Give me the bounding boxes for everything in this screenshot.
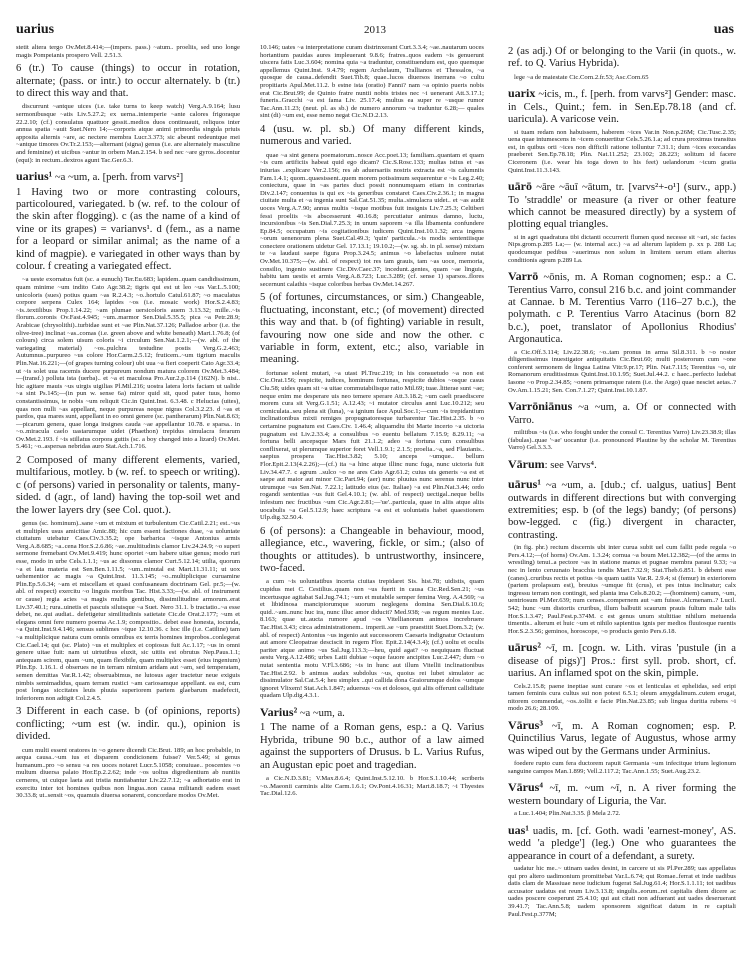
quotation-block: quae ~a sint genera poematorum..nosce Acc.poet.13; familiam..quantam et quam ~is cum artificiis habeat quid ego dicam? Cic.S.Rosc.133; multas istius et ~as iniurias ..explicare Ver.2.156; res ab aduersariis nostris extracta est ~is calumniis Fam.1.4.1; quom..quaesissent..quem morem potissimum sequerentur e ~is Leg.2.40; coniectura, quae in ~as partes duci possit nonnumquam etiam in contrarias Div.2.147; conuentus is qui ex ~is generibus constaret Caes.Civ.2.36.1; in magna ciuitate multa et ~a ingenia sunt Sal.Cat.51.35; multa..simulacra uidet.. et ~as audit uoces Verg.A.7.90; annus multis ~isque motibus fuit insignis Liv.7.25.3; Celtiberi fessi proeliis ~is abscesserunt 40.16.8; percutiatur animus damno, luctu, incursionibus ~is Sen.Dial.7.25.3; in unum saporem ~a illa libamenta confundere Ep.84.5; occupatum ~is cogitationibus iudicem Quint.Inst.10.1.32; arca ingens ~orum uenenorum plena Suet.Cal.49.3; 'quin' particula..~is modis sententiisque conectere orationem uidetur Gel. 17.13.1; 19.10.2;—(w. sg. sb. in pl. sense) mixtam te ~a laudaui saepe figura Prop.3.24.5; animus ~o labefactus uulnere nutat Ov.Met.10.375;—(w. abl. of respect) tot res tam grauis, tam ~as uoce, memoria, consilio, ingenio sustinere Cic.Div.Caec.37; incedunt..gentes, quam ~ae linguis, habitu tam uestis et armis Verg.A.8.723; Luc.3.289; (cf. sense 1) sparsos..flores secernunt calathis ~isque coloribus herbas Ov.Met.14.267. xyxy=(260,151,484,288)
entry-header xyxy=(508,180,736,232)
sense-definition: 6 (tr.) To cause (things) to occur in rotation, alternate; (pass. or intr.) to occur alternately. b (tr.) to direct this way and that. xyxy=(16,63,240,99)
quotation-block: Cels.2.15.8; paene ineptiae sunt curare ~os et lenticulas et ephelidas, sed eripi tamen feminis cura cultus sui non potest 6.5.1; oleum amygdalinum..cutem erugat, nitorem commendat, ~os..tollit e facie Plin.Nat.23.85; sub lingua duritia rubens ~i modo 26.6; 28.109. xyxy=(508,682,736,713)
quotation-block: militibus ~is (i.e. who fought under the consul C. Terentius Varro) Liv.23.38.9; illas (fabulas)..quae '~ae' uocantur (i.e. pronounced Plautine by the scholar M. Terentius Varro) Gel.3.3.3. xyxy=(508,429,736,452)
entry-grammar: ~a ~um, a. xyxy=(297,707,345,719)
sense-definition: 1 Having two or more contrasting colours, particoloured, variegated. b (w. ref. to the colour of the skin after flogging). c (as the name of a kind of vine or its grapes) = varianvs¹. d (fem., as a name for a leopard or similar animal; as the name of a kind of magpie). e variegated in other ways than by colour. f creating a variegated effect. xyxy=(16,186,240,272)
headword: Vārus³ xyxy=(508,717,543,732)
entry-definition: ~ī, m. [cogn. w. Lith. viras 'pustule (in a disease of pigs)'] Pros.: first syll. prob. short, cf. uarius. An inflamed spot on the skin, pimple. xyxy=(508,643,736,680)
headword: Vārum xyxy=(508,456,545,471)
column-right xyxy=(508,44,736,922)
quotation-block: discurrunt ~antque uices (i.e. take turns to keep watch) Verg.A.9.164; lusu sermonibusque ~atis Liv.5.27.2; ex uerna..intemperie ~ante calores frigoraque 22.2.10; (cf.) consulatus quattuor gessit..medios duos continuauit, reliquos inter annua spatia ~auit Suet.Nero 14;—corporis atque animi primordia singula priuis apposita alternis ~are, ac nectere membra Lucr.3.373; sic abeunt redeuntque mei ~antque timores Ov.Tr.2.153;—alternant (signa) genus (i.e. are alternately masculine and feminine) et uicibus ~antur in orbem Man.2.154. b sed nec ~are gyros..docentur (equi): in rectum..dextros agunt Tac.Ger.6.3. xyxy=(16,103,240,164)
entry-header xyxy=(16,170,240,184)
sense-definition: 5 (of fortunes, circumstances, or sim.) Changeable, fluctuating, inconstant, etc.; (of movement) directed this way and that. b (of fighting) variable in result, favouring now one side and now the other. c variable in form, extent, etc.; also, variable in meaning. xyxy=(260,292,484,366)
entry-definition: uadis, m. [cf. Goth. wadi 'earnest-money', AS. wedd 'a pledge'] (leg.) One who guarantees the appearance in court of a defendant, a surety. xyxy=(508,825,736,862)
headword: Varius² xyxy=(260,704,298,719)
quotation-block: cum multi essent oratores in ~o genere dicendi Cic.Brut. 189; an hoc probabile, in aequa causa..~um ius et disparem condicionem fuisse? Ver.5.49; si genus humanum..pro ~o sensu ~a res uoces notaret Lucr.5.1058; conuiuae.. poscentes ~o multum diuersa palato Hor.Ep.2.2.62; inde ~os uoltus digredientium ab nuntiis cerneres, ut cuique laeta aut tristia nuntiabantur Liv.22.7.12; ~a adhortatio erat in exercitu inter tot homines quibus non lingua..non causa militandi eadem esset 30.33.8; ut..sensit ~os, quamuis diuersa sonarent, concordare modos Ov.Met. xyxy=(16,746,240,800)
entry-definition: ~āre ~āuī ~ātum, tr. [varvs²+-o¹] (surv., app.) To 'straddle' or measure (a river or other feature which cannot be measured directly) by a system of plotting equal triangles. xyxy=(508,182,736,231)
quotation-block: si in agri quadratura tibi dictanti occurrerit flumen quod necesse sit ~ari, sic facies Nips.grom.p.285 La;— (w. internal acc.) ~a ad alterum lapidem p. xx p. 288 La; quodcumque pedibus ~auerimus non solum in limitem uerum etiam alterius conditionis agrum p.289 La. xyxy=(508,233,736,264)
left-guide-word: uarius xyxy=(16,22,55,37)
entry-definition: ~a ~um, a. [dub.; cf. ualgus, uatius] Bent outwards in different directions but with converging extremities; esp. b (of the legs) bandy; (of persons) bow-legged. c (fig.) divergent in character, contrasting. xyxy=(508,480,736,541)
entry-definition: ~icis, m., f. [perh. from varvs²] Gender: masc. in Cels., Quint.; fem. in Sen.Ep.78.18 (and cf. uaricula). A varicose vein. xyxy=(508,89,736,126)
quotation-block: ~a ueste exornatus fuit (sc. a eunuch) Ter.Eu.683; lapidem..quam candidissimum, quam minime ~um indito Cato Agr.38.2; tigris qui est ut leo ~us Var.L.5.100; unicoloris (sues) potius quam ~as R.2.4.3; ~o..hortulo Catul.61.87; ~o maculatus corpore serpens Culex 164; lapides ~os (i.e. mosaic work) Hor.S.2.4.83; ~is..textilibus Prop.1.14.22; ~am plumae uersicoloris auem 3.13.32; mille..~is florum..coronis Ov.Fast.4.945; ~um..marmor Sen.Dial.5.35.5; pica ~a Petr.28.9; Arabicae (chrysolithi)..turbidae sunt et ~ae Plin.Nat.37.126; Palladoe arbor (i.e. the olive-tree) inclinat ~as..comas (i.e. green above and white beneath) Mart.1.76.8; (of colours) circa solem uisum coloris ~i circulum Sen.Nat.1.2.1;—(w. abl. of the variegating material) ~os..pulchra testudine postis Verg.G.2.463; Autumnus..purpureo ~us colore Hor.Carm.2.5.12; fruticem..~um tigrium maculis Plin.Nat.16.221;—(of grapes turning colour) ubi uua ~a fieri coeperit Cato Agr.33.4; ut ~is solet uua racemis ducere purpureum nondum matura colorem Ov.Met.3.484; —(transf.) polluta ista (uerba).. et ~a et maculosa Pro.Aur.2.p.114 (162N). b nisi.. hic agitare mauis ~us uirgis uigilias Pl.Mil.216; uostra latera loris faciam ut ualide ~a sint Ps.145;—(in pun w. sense 6a) miror quid sit, quod pater tuus, homo constantissimus, te nobis ~um reliquit Cic.in Quint.Inst. 6.3.48. c Helucias (uites), quas non nulli ~as appellant, neque purpureas neque nigras Col.3.2.23. d ~as et pardos, qua mares sunt, appellant in eo omni genere (sc. pantherarum) Plin.Nat.8.63;—picarum genera, quae longa insignes cauda ~ae appellantur 10.78. e sparsa.. in ~o..miracula caelo uastarumque uidet (Phaethon) trepidus simulacra ferarum Ov.Met.2.193. f ~is stillatus corpora guttis (sc. a boy changed into a lizard) Ov.Met. 5.461; ~o..aspersas nebridas auro Stat.Ach.1.716. xyxy=(16,276,240,451)
quotation-block: si tuam redam non habuissem, haberem ~ices Var.in Non.p.26M; Cic.Tusc.2.35; uena quae intumescens in ~icem conuertitur Cels.5.26.1.a; ad crura proximus transitus est, in quibus orti ~ices non difficili ratione tolluntur 7.31.1; dum ~ices execandas praeberet Sen.Ep.78.18; Plin. Nat.11.252; 23.102; 28.223; solitum id facere Ciceronem (i.e. wear his toga down to his feet) uelandorum ~icum gratia Quint.Inst.11.3.143. xyxy=(508,128,736,174)
sense-definition: 2 (as adj.) Of or belonging to the Varii (in quots., w. ref. to Q. Varius Hybrida). xyxy=(508,46,736,70)
headword: uas¹ xyxy=(508,822,529,837)
quotation-block: foedere rupto cum fera ductorem rapuit Germania ~um infecitque trium legionum sanguine campos Man.1.899; Vell.2.117.2; Tac.Ann.1.55; Suet.Aug.23.2. xyxy=(508,760,736,775)
headword: uarix xyxy=(508,86,536,101)
headword: Varrō xyxy=(508,269,539,284)
headword: uārō xyxy=(508,179,532,194)
headword: uārus² xyxy=(508,640,541,655)
sense-definition: 1 The name of a Roman gens, esp.: a Q. Varius Hybrida, tribune 90 b.c., author of a law aimed against the supporters of Drusus. b L. Varius Rufus, an Augustan epic poet and tragedian. xyxy=(260,722,484,771)
entry-header xyxy=(508,87,736,126)
entry-header xyxy=(508,270,736,346)
quotation-block: lege ~a de maiestate Cic.Corn.2.fr.53; Asc.Corn.65 xyxy=(514,73,649,81)
quotation-block: genus (sc. hominum)..sane ~um et mixtum et turbulentum Cic.Catil.2.21; est..~us et multiplex usus amicitiae Amic.88; hic cum essent factiones duae, ~a uoluntate ciuitatum utebatur Caes.Civ.3.35.2; ope barbarica ~isque Antonius armis Verg.A.8.685; ~a..cena Hor.S.2.6.86; ~ae..multitudinis clamor Liv.24.24.9; ~o superi sermone fremebant Ov.Met.9.419; hunc oportet ~um habere uitae genus; modo ruri esse, modo in urbe Cels.1.1.1; ~us ac dissonus clamor Curt.5.12.14; utilia, quorum ~a et lata materia est Sen.Ben.1.11.5; ~um..minutal est Mart.11.31.11; ut uox uehementior ac magis ~a Quint.Inst. 11.3.145; ~o..multiplicique curuamine Plin.Ep.5.6.34; ~am et miscellam et quasi confusaneam doctrinam Gel. pr.5;—(w. abl. of respect) exercitu ~o linguis moribus Tac. Hist.3.33;—(w. abl. of instrument or cause) regia acies ~a magis multis gentibus, dissimilitudine armorum..erat Liv.37.40.1; rura..uinetis et pascuis siluisque ~a Suet. Nero 31.1. b tractatio..~a esse debet, ne..qui audiat.. defetigetur similitudinis satietate Cic.de Orat.2.177; ~um et elegans omni fere numero poema Ac.1.9; compositio.. debet esse honesta, iocunda, ~a Quint.Inst.9.4.146; sensus sublimes ~ique 12.10.36. c hoc ille (i.e. Catiline) tam ~a multiplicique natura cum omnis omnibus ex terris homines improbos..conlegerat Cic.Cael.14; qui (sc. Plato) ~us et multiplex et copiosus fuit Ac.1.17; ~us in omni genere uitae fuit: nam ut uirtutibus eluxit, sic uitiis est obrutus Nep.Paus.1.1; antequam scirem, quam ~um, quam flexibile, quam multiplex esset (eius ingenium) Plin.Ep. 1.16.1. d obserues ne in terram nimium aridam aut ~am, sed temperatam, semen demittas Var.R.1.42; obseruabimus, ne lutosus ager tractetur neue exiguis nimbis semimadidus, quam terram rustici ~am cariosamque appellant. ea est, cum post longas siccitates leuis pluuia superiorem partem glaebarum madefecit, inferiorem non adtigit Col.2.4.5. xyxy=(16,520,240,702)
entry-definition: ~ī, m. ~um ~ī, n. A river forming the western boundary of Liguria, the Var. xyxy=(508,783,736,807)
column-left xyxy=(16,44,240,804)
quotation-block: stetit altera tergo Ov.Met.8.414;—(impers. pass.) ~atum.. proeliis, sed uno longe magis Pompeianis prospero Vell. 2.51.3. xyxy=(16,44,240,59)
sense-definition: 3 Different in each case. b (of opinions, reports) conflicting; ~um est (w. indir. qu.), opinion is divided. xyxy=(16,706,240,743)
sense-definition: 6 (of persons): a Changeable in behaviour, mood, allegiance, etc., wavering, fickle, or sim.; (also of thoughts or attitudes). b untrustworthy, insincere, two-faced. xyxy=(260,525,484,574)
sense-definition: 2 Composed of many different elements, varied, multifarious, motley. b (w. ref. to speech or writing). c (of persons) varied in personality or talents, many-sided. d (agr., of land) having the top-soil wet and the lower layers dry (see Col. quot.). xyxy=(16,455,240,516)
quotation-block: uadatur hic me..~ utinam uades desint, in carcere ut sis Pl.Per.289; uas appellatus qui pro altero uadimonium promittebat Var.L.6.74; qui Romae..ferrat et inde uadibus datis clam de Massiuae neoe iudicium fugerat Sal.Jug.61.4; Hor.S.1.1.11; tot uadibus accusator uadatus est reum Liv.3.13.8; singulis..eorum..rei capitalis diem dicere ac uades poscere coeperunt 25.4.10; qui aut citati non adfuerant aut uades deseruerant 39.41.7; Tac.Ann.5.8; uadem sponsorem significat datum in re capitali Paul.Fest.p.377M; xyxy=(508,864,736,918)
quotation-block: fortunae solent mutari, ~a utast Pl.Truc.219; in his consuetudo ~a non est Cic.Orat.156; respicite, iudices, hominum fortunas, respicite dubios ~osque casus Clu.58; uides quam sit ~a uitae commutabilisque ratio Mil.69; tuae..litterae sunt ~ae; neque enim me desperare uis neo temere sperare Att.3.18.2; ~um caeli praediscere morem cura sit Verg.G.1.51; A.12.43; ~i mutator circulus anni Luc.10.212; seu corniculata..seu plena sit (luna), ~a ignium face Apul.Soc.1;—cum ~is trepidantium inclinationibus mixti remiges propugnatoresque turbarentur Tac.Hist.2.35. b ~o certamine pugnatum est Caes.Civ. 1.46.4; aliquamdiu ibi Marte incerto ~a uictoria pugnatum est Liv.2.33.4; a consulibus ~o euentu bellatum 7.15.9; 8.29.11; ~a fortuna belli ancepsque Mars fuit 21.1.2; adeo ~a fortuna cum consulibus conflixerat, ut plerumque superior foret Vell.1.9.1; 2.1.5; proelia..~a, sed Flauianis.. saepius prospera Tac.Hist.3.82; 5.10; anceps ~umque.. bellum Flor.Epit.2.13(4.2.26);—(cf.) ita ~a hinc atque illinc nunc fuga, nunc uictoria fuit Liv.34.47.7. c agrum ..sulco ~o ne ares Cato Agr.61.2; cuius uis generis ~a est et saepe aut maior aut minor Cic.Part.94; (aer) nunc pluuius nunc serenus nunc inter utrumque ~us Sen.Nat. 7.22.1; latitudo eius (sc. Italiae) ~a est Plin.Nat.3.44; ordo rogandi sententias ~us fuit Gel.4.10.1; (w. abl. of respect) uectigal..neque bellis infestum nec fructibus ~um Cic.Agr.2.81;—'ue'..particula, quae in aliis atque aliis uocabulis ~a Gel.5.12.9; haec scriptura ~a est et uoluntatis habet quaestionem Ulp.dig.32.50.4. xyxy=(260,369,484,522)
headword: Vārus⁴ xyxy=(508,780,543,795)
entry-header xyxy=(508,641,736,680)
quotation-block: a Luc.1.404; Plin.Nat.3.35. β Mela 2.72. xyxy=(514,810,621,818)
entry-grammar: ~a ~um, a. [perh. from varvs²] xyxy=(52,172,184,184)
entry-header xyxy=(508,719,736,758)
quotation-block: a Cic.Off.3.114; Liv.22.38.6; ~o..tam pronus in arma Sil.8.311. b ~o noster diligentissimus inuestigator antiquitatis Cic.Brut.60; multi posterorum cum ~one conferent sermonem de lingua Latina Vitr.9.pr.17; Plin. Nat.7.115; Terentius ~o, uir Romanorum eruditissimus Quint.Inst.10.1.95; Suet.Jul.44.2. c haec..perfecto ludebat Iasone ~o Prop.2.34.85; ~onem primamque ratem (i.e. the Argo) quae nesciet aetas..? Ov.Am.1.15.21; Sen. Con.7.1.27; Quint.Inst.10.1.87. xyxy=(508,348,736,394)
headword: uārus¹ xyxy=(508,477,541,492)
quotation-block: 10.146; uates ~a interpretatione curam distrinxerant Curt.3.3.4; ~ae..nautarum uoces hortantium pauidas aures impleuerant 9.8.6; fratres..quos eadem ~is genuerunt uiscera fatis Luc.3.604; nomina quia ~a traduntur, constituendum est, quo quemque appellemus Quint.Inst. 9.4.79; regem Archelaum, Trallianos et Thessalos, ~a quosque de causa..defendit Suet.Tib.8; quae..lucos diuersos inerrans ~o cultu propitiaris Apul.Met.11.2. b estne ista (oratio) Fanni? nam ~a opinio pueris nobis erat Cic.Brut.99; de Quinto fratre nuntii nobis tristes nec ~i uenerant Att.3.17.1; funeris..Gracchi ~a est fama Liv. 25.17.4; multus ea super re ~usque rumor Tac.Ann.11.23; (neut. pl. as sb.) de numero annorum ~a traduntur 6.28;— quales sint (di) ~um est, esse nemo negat Cic.N.D.2.13. xyxy=(260,44,484,120)
quotation-block: a cum ~is uoluntatibus incerta ciuitas trepidaret Sis. hist.78; uidistis, quam cupidus mei C. Cestilius..quam non ~us fuerit in causa Cic.Red.Sen.21; ~us incertusque agitabat Sal.Jug.74.1; ~um et mutabile semper femina Verg. A.4.569; ~a et libidinosa mancipiorumque suorum neglegens domina Sen.Dial.6.10.6; quid..~am..nunc huc ira, nunc illuc amor diducit? Med.938; ~as regum mentes Luc. 8.163; quae ut..aucta rumore apud ~os Vitellianorum animos increbruere Tac.Hist.3.43; circa administrationem.. imperii..se ~um praestitit Suet.Dom.3.2; (w. abl. of respect) Antonius ~us ingenio aut successorem Caesaris indignatur Octauium aut amore Cleopatrae desciscit in regem Flor. Epit.2.14(4.3.4); (cf.) uoltu et oculis pariter atque animo ~us Sal.Jug.113.3;—heu, quid agat? ~o nequiquam fluctuat aestu Verg.A.12.486; urbes Latii dubiae ~oque fauore ancipites Luc.2.447; dum ~o nutat sententia motu V.Fl.3.686; ~is in hunc aut illum Vitellii inclinationibus Tac.Hist.2.92. b animus audax subdolus ~us, quoius rei lubet simulator ac dissimulator Sal.Cat.5.4; heu simplex ..qui callida dona Graiorumque dolos ~umque ignoret Vlixem! Stat.Ach.1.847; aduersus ~os et dolosos, qui aliis offerunt calliditate quadam Ulp.dig.4.3.1. xyxy=(260,578,484,700)
headword: uarius¹ xyxy=(16,169,53,184)
page-header xyxy=(16,22,734,40)
entry-header xyxy=(260,706,484,720)
entry-header xyxy=(508,478,736,542)
entry-definition: ~ōnis, m. A Roman cognomen; esp.: a C. Terentius Varro, consul 216 b.c. and joint commander at Cannae. b M. Terentius Varro (116–27 b.c.), the polymath. c P. Terentius Varro Atacinus (born 82 b.c.), poet, translator of Apollonius Rhodius' Argonautica. xyxy=(508,272,736,346)
entry-definition: ~ī, m. A Roman cognomen; esp. P. Quinctilius Varus, legate of Augustus, whose army was wiped out by the Germans under Arminius. xyxy=(508,720,736,757)
column-middle xyxy=(260,44,484,802)
entry-header xyxy=(508,781,736,808)
page-number: 2013 xyxy=(364,24,386,36)
entry-header xyxy=(508,458,736,472)
quotation-block: (in fig. phr.) rectum discernis ubi inter curua subit uel cum fallit pede regula ~o Pers.4.12;—(of horns) Ov.Am. 1.3.24; cornua ~a boum Met.12.382;—(of the arms in wrestling) tenui..a pectore ~as in statione manus et pugnae membra paraui 9.33; ~a nec in lento ceruunato bracchia tendis Mart.7.32.9; Stat.Theb.6.851. b debent esse (canes)..cruribus rectis et potius ~is quam uatiis Var.R. 2.9.4; si (femur) in exteriorem (partem prolapsum est), breuius ~umque fit (crus), et pes intus inclinatur; calx ingressu terram non contingit, sed planta ima Cels.8.20.2; —(hominem) canum, ~um, uentriosum Pl.Mer.639; num censes..compernem aut ~am fuisse..Alcmenam..? Lucil. 542; hunc ~um distortis cruribus, illum balbutit scaurum prauis fultum male talis Hor.S.1.3.47; Paul.Fest.p.374M. c est genus unum stultitiae nihilum metuenda timentis.. alterum et huic ~um et nihilo sapientius ignis per medios fluuiosque ruentis Hor.S.2.3.56; geminos, horoscope, ~o producis genio Pers.6.18. xyxy=(508,544,736,635)
cross-reference: : see Varvs⁴. xyxy=(544,459,597,471)
right-guide-word: uas xyxy=(713,22,734,37)
headword: Varrōniānus xyxy=(508,399,573,414)
entry-header xyxy=(508,400,736,427)
entry-definition: ~a ~um, a. Of or connected with Varro. xyxy=(508,402,736,426)
sense-definition: 4 (usu. w. pl. sb.) Of many different kinds, numerous and varied. xyxy=(260,123,484,148)
quotation-block: a Cic.N.D.3.81; V.Max.8.6.4; Quint.Inst.5.12.10. b Hor.S.1.10.44; scriberis ~o..Maeonii carminis alite Carm.1.6.1; Ov.Pont.4.16.31; Mart.8.18.7; ~i Thyestes Tac.Dial.12.6. xyxy=(260,774,484,798)
entry-header xyxy=(508,824,736,863)
